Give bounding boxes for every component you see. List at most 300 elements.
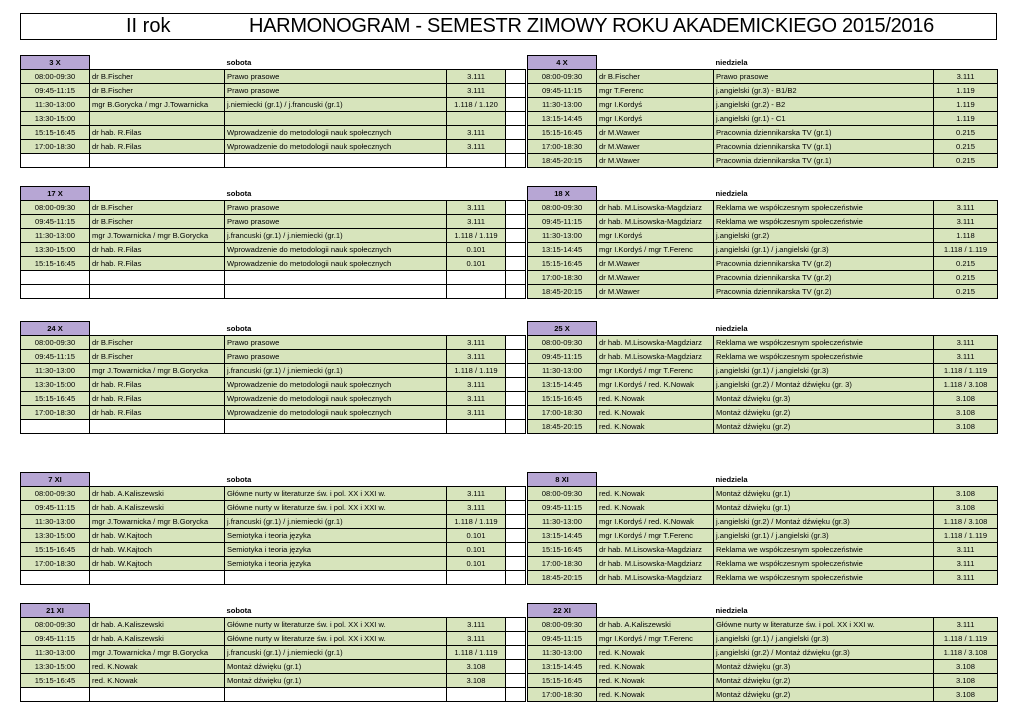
time-cell: 11:30-13:00	[528, 364, 597, 378]
teacher-cell	[90, 112, 225, 126]
date-label: 18 X	[528, 187, 597, 201]
room-cell: 1.118 / 1.119	[447, 364, 506, 378]
subject-cell: Montaż dźwięku (gr.1)	[225, 674, 447, 688]
table-row	[528, 350, 998, 364]
teacher-cell: mgr I.Kordyś / mgr T.Ferenc	[597, 364, 714, 378]
subject-cell: Montaż dźwięku (gr.1)	[225, 660, 447, 674]
spacer-cell	[506, 392, 526, 406]
table-row	[528, 618, 998, 632]
teacher-cell: dr hab. R.Filas	[90, 140, 225, 154]
day-schedule-sat	[20, 321, 505, 434]
day-name-label: niedziela	[714, 322, 934, 336]
room-cell: 3.111	[447, 70, 506, 84]
table-row	[528, 543, 998, 557]
time-cell: 15:15-16:45	[21, 257, 90, 271]
day-name-label: sobota	[225, 187, 447, 201]
date-label: 17 X	[21, 187, 90, 201]
teacher-cell: mgr I.Kordyś / mgr T.Ferenc	[597, 632, 714, 646]
time-cell: 09:45-11:15	[528, 632, 597, 646]
time-cell: 09:45-11:15	[21, 84, 90, 98]
time-cell: 15:15-16:45	[21, 674, 90, 688]
date-label: 8 XI	[528, 473, 597, 487]
room-cell: 3.111	[934, 70, 998, 84]
time-cell	[21, 688, 90, 702]
table-row	[21, 406, 526, 420]
room-cell: 3.111	[447, 406, 506, 420]
room-cell: 0.215	[934, 126, 998, 140]
teacher-cell: mgr I.Kordyś / red. K.Nowak	[597, 515, 714, 529]
time-cell: 15:15-16:45	[528, 392, 597, 406]
room-cell: 1.119	[934, 98, 998, 112]
teacher-cell: dr hab. R.Filas	[90, 392, 225, 406]
teacher-cell: dr hab. W.Kajtoch	[90, 543, 225, 557]
teacher-cell	[90, 688, 225, 702]
year-label: II rok	[126, 15, 171, 37]
time-cell: 13:15-14:45	[528, 660, 597, 674]
room-cell: 3.111	[447, 350, 506, 364]
subject-cell: Montaż dźwięku (gr.1)	[714, 487, 934, 501]
table-row	[21, 285, 526, 299]
room-cell: 3.111	[447, 501, 506, 515]
subject-cell: Reklama we współczesnym społeczeństwie	[714, 350, 934, 364]
subject-cell: Prawo prasowe	[714, 70, 934, 84]
subject-cell: Prawo prasowe	[225, 336, 447, 350]
table-row	[21, 364, 526, 378]
table-row	[21, 257, 526, 271]
table-row	[528, 529, 998, 543]
room-cell: 3.111	[934, 201, 998, 215]
room-cell: 3.111	[447, 126, 506, 140]
date-label: 22 XI	[528, 604, 597, 618]
room-cell: 1.118 / 3.108	[934, 515, 998, 529]
time-cell: 13:15-14:45	[528, 243, 597, 257]
time-cell: 17:00-18:30	[528, 271, 597, 285]
day-schedule-sat	[20, 603, 505, 702]
room-cell: 3.111	[934, 215, 998, 229]
teacher-cell: dr hab. R.Filas	[90, 243, 225, 257]
day-schedule-sat	[20, 186, 505, 299]
room-cell: 1.118 / 1.120	[447, 98, 506, 112]
subject-cell: Główne nurty w literaturze św. i pol. XX i XXI w.	[225, 501, 447, 515]
time-cell: 18:45-20:15	[528, 154, 597, 168]
subject-cell: j.angielski (gr.3) - B1/B2	[714, 84, 934, 98]
teacher-cell: mgr I.Kordyś / red. K.Nowak	[597, 378, 714, 392]
room-cell: 3.111	[447, 336, 506, 350]
table-row	[528, 154, 998, 168]
table-row	[21, 70, 526, 84]
day-name-label: niedziela	[714, 473, 934, 487]
table-row	[21, 674, 526, 688]
teacher-cell: dr M.Wawer	[597, 257, 714, 271]
time-cell: 08:00-09:30	[21, 336, 90, 350]
time-cell: 15:15-16:45	[528, 126, 597, 140]
teacher-cell: red. K.Nowak	[597, 406, 714, 420]
time-cell: 15:15-16:45	[528, 543, 597, 557]
time-cell: 15:15-16:45	[21, 543, 90, 557]
subject-cell: Reklama we współczesnym społeczeństwie	[714, 557, 934, 571]
room-cell: 0.215	[934, 271, 998, 285]
teacher-cell: dr B.Fischer	[90, 215, 225, 229]
subject-cell: j.francuski (gr.1) / j.niemiecki (gr.1)	[225, 515, 447, 529]
time-cell: 09:45-11:15	[21, 215, 90, 229]
room-cell: 3.108	[934, 688, 998, 702]
teacher-cell	[90, 285, 225, 299]
subject-cell: j.francuski (gr.1) / j.niemiecki (gr.1)	[225, 364, 447, 378]
teacher-cell: dr hab. R.Filas	[90, 126, 225, 140]
time-cell: 11:30-13:00	[21, 646, 90, 660]
teacher-cell: dr B.Fischer	[90, 70, 225, 84]
subject-cell: j.francuski (gr.1) / j.niemiecki (gr.1)	[225, 229, 447, 243]
spacer-cell	[506, 336, 526, 350]
spacer-cell	[506, 660, 526, 674]
day-schedule-sun	[527, 186, 997, 299]
subject-cell: Prawo prasowe	[225, 215, 447, 229]
teacher-cell	[90, 571, 225, 585]
time-cell: 11:30-13:00	[528, 646, 597, 660]
table-row	[21, 215, 526, 229]
room-cell: 3.111	[447, 378, 506, 392]
room-cell: 1.119	[934, 112, 998, 126]
subject-cell: Pracownia dziennikarska TV (gr.2)	[714, 285, 934, 299]
table-row	[21, 140, 526, 154]
time-cell: 11:30-13:00	[21, 364, 90, 378]
spacer-cell	[506, 257, 526, 271]
date-label: 4 X	[528, 56, 597, 70]
teacher-cell: mgr I.Kordyś	[597, 98, 714, 112]
subject-cell: Wprowadzenie do metodologii nauk społecznych	[225, 126, 447, 140]
room-cell: 0.101	[447, 243, 506, 257]
table-row	[21, 618, 526, 632]
subject-cell: j.angielski (gr.1) - C1	[714, 112, 934, 126]
teacher-cell: dr hab. A.Kaliszewski	[597, 618, 714, 632]
time-cell: 08:00-09:30	[21, 70, 90, 84]
spacer-cell	[506, 557, 526, 571]
time-cell: 09:45-11:15	[21, 350, 90, 364]
table-row	[528, 557, 998, 571]
room-cell: 1.118 / 3.108	[934, 378, 998, 392]
teacher-cell: dr hab. M.Lisowska-Magdziarz	[597, 557, 714, 571]
subject-cell: Reklama we współczesnym społeczeństwie	[714, 571, 934, 585]
day-name-label: sobota	[225, 322, 447, 336]
table-row	[21, 336, 526, 350]
teacher-cell: dr hab. A.Kaliszewski	[90, 501, 225, 515]
teacher-cell: red. K.Nowak	[90, 674, 225, 688]
spacer-cell	[506, 420, 526, 434]
spacer-cell	[506, 487, 526, 501]
table-row	[21, 126, 526, 140]
table-row	[528, 201, 998, 215]
room-cell: 0.101	[447, 557, 506, 571]
time-cell: 11:30-13:00	[21, 98, 90, 112]
teacher-cell: red. K.Nowak	[90, 660, 225, 674]
table-row	[21, 378, 526, 392]
day-name-label: sobota	[225, 56, 447, 70]
time-cell	[21, 571, 90, 585]
table-row	[21, 501, 526, 515]
room-cell: 3.111	[447, 632, 506, 646]
teacher-cell: dr B.Fischer	[90, 84, 225, 98]
subject-cell: Prawo prasowe	[225, 201, 447, 215]
room-cell: 3.108	[934, 660, 998, 674]
table-row	[528, 406, 998, 420]
room-cell	[447, 154, 506, 168]
spacer-cell	[506, 215, 526, 229]
spacer-cell	[506, 364, 526, 378]
time-cell: 15:15-16:45	[21, 392, 90, 406]
table-row	[21, 350, 526, 364]
spacer-cell	[506, 112, 526, 126]
table-row	[528, 70, 998, 84]
table-row	[528, 378, 998, 392]
room-cell: 0.215	[934, 154, 998, 168]
time-cell: 18:45-20:15	[528, 285, 597, 299]
table-row	[528, 215, 998, 229]
table-row	[528, 257, 998, 271]
spacer-cell	[506, 84, 526, 98]
room-cell: 3.111	[934, 350, 998, 364]
subject-cell: Montaż dźwięku (gr.2)	[714, 688, 934, 702]
day-schedule-sun	[527, 603, 997, 702]
subject-cell: j.angielski (gr.1) / j.angielski (gr.3)	[714, 364, 934, 378]
table-row	[528, 140, 998, 154]
spacer-cell	[506, 126, 526, 140]
subject-cell: Reklama we współczesnym społeczeństwie	[714, 215, 934, 229]
time-cell: 09:45-11:15	[21, 501, 90, 515]
subject-cell: Montaż dźwięku (gr.3)	[714, 660, 934, 674]
teacher-cell: mgr J.Towarnicka / mgr B.Gorycka	[90, 515, 225, 529]
teacher-cell: dr M.Wawer	[597, 285, 714, 299]
spacer-cell	[506, 646, 526, 660]
table-row	[21, 271, 526, 285]
table-row	[21, 98, 526, 112]
date-label: 25 X	[528, 322, 597, 336]
time-cell: 08:00-09:30	[528, 618, 597, 632]
teacher-cell: dr hab. M.Lisowska-Magdziarz	[597, 336, 714, 350]
spacer-cell	[506, 378, 526, 392]
teacher-cell: mgr J.Towarnicka / mgr B.Gorycka	[90, 364, 225, 378]
subject-cell	[225, 688, 447, 702]
day-name-label: niedziela	[714, 604, 934, 618]
table-row	[528, 571, 998, 585]
spacer-cell	[506, 243, 526, 257]
room-cell: 1.118 / 1.119	[447, 229, 506, 243]
subject-cell: j.angielski (gr.2) / Montaż dźwięku (gr.3)	[714, 646, 934, 660]
subject-cell: Semiotyka i teoria języka	[225, 557, 447, 571]
time-cell: 13:30-15:00	[21, 660, 90, 674]
time-cell: 13:30-15:00	[21, 112, 90, 126]
spacer-cell	[506, 543, 526, 557]
time-cell: 11:30-13:00	[528, 229, 597, 243]
time-cell: 15:15-16:45	[21, 126, 90, 140]
room-cell	[447, 420, 506, 434]
time-cell: 09:45-11:15	[528, 215, 597, 229]
table-row	[21, 632, 526, 646]
table-row	[21, 84, 526, 98]
spacer-cell	[506, 285, 526, 299]
time-cell: 18:45-20:15	[528, 420, 597, 434]
time-cell: 11:30-13:00	[21, 515, 90, 529]
teacher-cell: mgr J.Towarnicka / mgr B.Gorycka	[90, 646, 225, 660]
subject-cell: Wprowadzenie do metodologii nauk społecznych	[225, 406, 447, 420]
table-row	[21, 660, 526, 674]
subject-cell: Prawo prasowe	[225, 70, 447, 84]
room-cell: 0.215	[934, 140, 998, 154]
subject-cell: Główne nurty w literaturze św. i pol. XX i XXI w.	[225, 618, 447, 632]
room-cell: 3.111	[934, 571, 998, 585]
room-cell: 3.111	[934, 557, 998, 571]
room-cell: 0.215	[934, 285, 998, 299]
table-row	[528, 515, 998, 529]
spacer-cell	[506, 529, 526, 543]
table-row	[528, 84, 998, 98]
teacher-cell: dr hab. R.Filas	[90, 378, 225, 392]
subject-cell: j.francuski (gr.1) / j.niemiecki (gr.1)	[225, 646, 447, 660]
room-cell: 3.108	[447, 674, 506, 688]
spacer-cell	[506, 98, 526, 112]
table-row	[528, 271, 998, 285]
room-cell	[447, 285, 506, 299]
room-cell: 0.101	[447, 543, 506, 557]
time-cell: 17:00-18:30	[528, 406, 597, 420]
subject-cell: Pracownia dziennikarska TV (gr.1)	[714, 154, 934, 168]
date-label: 3 X	[21, 56, 90, 70]
time-cell: 17:00-18:30	[21, 557, 90, 571]
teacher-cell: red. K.Nowak	[597, 674, 714, 688]
table-row	[21, 243, 526, 257]
day-name-label: sobota	[225, 604, 447, 618]
room-cell: 3.108	[934, 501, 998, 515]
date-label: 24 X	[21, 322, 90, 336]
table-row	[528, 98, 998, 112]
time-cell: 13:30-15:00	[21, 243, 90, 257]
subject-cell: j.angielski (gr.2)	[714, 229, 934, 243]
teacher-cell: red. K.Nowak	[597, 660, 714, 674]
spacer-cell	[506, 70, 526, 84]
subject-cell: Wprowadzenie do metodologii nauk społecznych	[225, 140, 447, 154]
subject-cell	[225, 571, 447, 585]
room-cell: 3.111	[934, 543, 998, 557]
subject-cell: Wprowadzenie do metodologii nauk społecznych	[225, 392, 447, 406]
room-cell: 0.101	[447, 529, 506, 543]
teacher-cell: mgr I.Kordyś / mgr T.Ferenc	[597, 243, 714, 257]
subject-cell: j.angielski (gr.2) / Montaż dźwięku (gr. 3)	[714, 378, 934, 392]
subject-cell: Prawo prasowe	[225, 350, 447, 364]
room-cell: 3.108	[934, 392, 998, 406]
room-cell: 3.108	[934, 420, 998, 434]
teacher-cell: red. K.Nowak	[597, 688, 714, 702]
spacer-cell	[506, 406, 526, 420]
subject-cell	[225, 112, 447, 126]
room-cell: 1.118 / 1.119	[934, 529, 998, 543]
table-row	[528, 660, 998, 674]
spacer-cell	[506, 501, 526, 515]
room-cell: 3.111	[447, 487, 506, 501]
spacer-cell	[506, 632, 526, 646]
subject-cell: j.angielski (gr.2) / Montaż dźwięku (gr.3)	[714, 515, 934, 529]
table-row	[528, 243, 998, 257]
subject-cell: Pracownia dziennikarska TV (gr.2)	[714, 271, 934, 285]
table-row	[21, 229, 526, 243]
teacher-cell: dr B.Fischer	[90, 336, 225, 350]
teacher-cell: dr hab. M.Lisowska-Magdziarz	[597, 201, 714, 215]
teacher-cell: red. K.Nowak	[597, 392, 714, 406]
page-title: HARMONOGRAM - SEMESTR ZIMOWY ROKU AKADEMICKIEGO 2015/2016	[249, 15, 934, 37]
spacer-cell	[506, 688, 526, 702]
subject-cell: Montaż dźwięku (gr.2)	[714, 406, 934, 420]
spacer-cell	[506, 515, 526, 529]
teacher-cell: dr hab. W.Kajtoch	[90, 557, 225, 571]
time-cell: 17:00-18:30	[528, 557, 597, 571]
table-row	[528, 646, 998, 660]
room-cell: 3.108	[934, 406, 998, 420]
time-cell: 17:00-18:30	[528, 140, 597, 154]
room-cell: 0.215	[934, 257, 998, 271]
subject-cell: j.niemiecki (gr.1) / j.francuski (gr.1)	[225, 98, 447, 112]
subject-cell: Montaż dźwięku (gr.1)	[714, 501, 934, 515]
time-cell: 09:45-11:15	[528, 350, 597, 364]
subject-cell: Reklama we współczesnym społeczeństwie	[714, 201, 934, 215]
teacher-cell: dr hab. A.Kaliszewski	[90, 632, 225, 646]
teacher-cell: dr hab. M.Lisowska-Magdziarz	[597, 543, 714, 557]
day-schedule-sat	[20, 472, 505, 585]
room-cell: 3.111	[447, 201, 506, 215]
table-row	[528, 336, 998, 350]
time-cell: 08:00-09:30	[21, 618, 90, 632]
teacher-cell: dr hab. M.Lisowska-Magdziarz	[597, 215, 714, 229]
time-cell	[21, 420, 90, 434]
teacher-cell: mgr J.Towarnicka / mgr B.Gorycka	[90, 229, 225, 243]
subject-cell: Semiotyka i teoria języka	[225, 529, 447, 543]
teacher-cell: mgr I.Kordyś / mgr T.Ferenc	[597, 529, 714, 543]
subject-cell	[225, 154, 447, 168]
room-cell: 3.108	[934, 674, 998, 688]
teacher-cell: dr B.Fischer	[90, 350, 225, 364]
teacher-cell: dr M.Wawer	[597, 271, 714, 285]
teacher-cell: dr hab. A.Kaliszewski	[90, 487, 225, 501]
spacer-cell	[506, 154, 526, 168]
time-cell: 17:00-18:30	[21, 406, 90, 420]
subject-cell: Semiotyka i teoria języka	[225, 543, 447, 557]
table-row	[21, 392, 526, 406]
time-cell: 08:00-09:30	[528, 70, 597, 84]
room-cell: 3.111	[934, 336, 998, 350]
room-cell: 1.118 / 1.119	[934, 243, 998, 257]
spacer-cell	[506, 140, 526, 154]
time-cell: 17:00-18:30	[528, 688, 597, 702]
day-name-label: niedziela	[714, 56, 934, 70]
subject-cell: j.angielski (gr.2) - B2	[714, 98, 934, 112]
subject-cell: j.angielski (gr.1) / j.angielski (gr.3)	[714, 529, 934, 543]
room-cell	[447, 271, 506, 285]
room-cell: 3.111	[447, 618, 506, 632]
subject-cell	[225, 271, 447, 285]
table-row	[528, 364, 998, 378]
room-cell: 1.118 / 1.119	[934, 632, 998, 646]
spacer-cell	[506, 350, 526, 364]
teacher-cell: red. K.Nowak	[597, 646, 714, 660]
spacer-cell	[506, 674, 526, 688]
time-cell	[21, 271, 90, 285]
time-cell: 18:45-20:15	[528, 571, 597, 585]
teacher-cell: red. K.Nowak	[597, 420, 714, 434]
teacher-cell: dr hab. R.Filas	[90, 406, 225, 420]
time-cell: 11:30-13:00	[528, 515, 597, 529]
time-cell: 17:00-18:30	[21, 140, 90, 154]
table-row	[21, 688, 526, 702]
subject-cell: Montaż dźwięku (gr.3)	[714, 392, 934, 406]
subject-cell: Wprowadzenie do metodologii nauk społecznych	[225, 257, 447, 271]
subject-cell: j.angielski (gr.1) / j.angielski (gr.3)	[714, 243, 934, 257]
